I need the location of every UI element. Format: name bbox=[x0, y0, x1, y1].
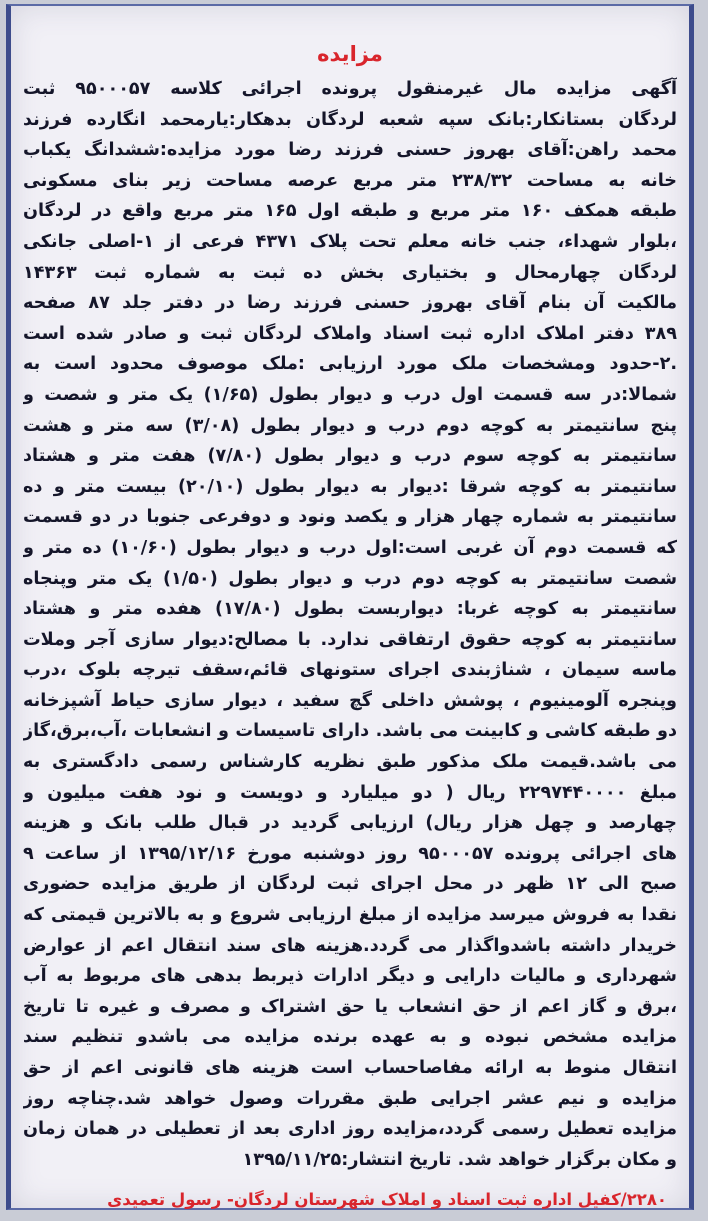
advertisement-page bbox=[6, 4, 694, 1210]
body-line: می باشد.قیمت ملک مذکور طبق نظریه کارشناس رسمی دادگستری به bbox=[23, 752, 677, 773]
body-line: طبقه همکف ۱۶۰ متر مربع و طبقه اول ۱۶۵ متر مربع واقع در لردگان bbox=[23, 201, 677, 222]
body-line: .۲-حدود ومشخصات ملک مورد ارزیابی :ملک موصوف محدود است به bbox=[23, 354, 677, 375]
body-line: خانه به مساحت ۲۳۸/۳۲ متر مربع عرصه مساحت زیر بنای مسکونی bbox=[23, 170, 677, 191]
body-line: مزایده تعطیل رسمی گردد،مزایده روز اداری بعد از تعطیلی در همان زمان bbox=[23, 1119, 677, 1140]
body-line: مزایده مشخص نبوده و به عهده برنده مزایده می باشدو تنظیم سند bbox=[23, 1027, 677, 1048]
body-line: صبح الی ۱۲ ظهر در محل اجرای ثبت لردگان از طریق مزایده حضوری bbox=[23, 874, 677, 895]
body-line: ماسه سیمان ، شناژبندی اجرای ستونهای قائم،سقف تیرچه بلوک ،درب bbox=[23, 660, 677, 681]
ad-body bbox=[23, 74, 677, 1175]
body-line: ،بلوار شهداء، جنب خانه معلم تحت پلاک ۴۳۷۱ فرعی از ۱-اصلی جانکی bbox=[23, 231, 677, 252]
body-line: لردگان چهارمحال و بختیاری بخش ده ثبت به شماره ثبت ۱۴۳۶۳ bbox=[23, 262, 677, 283]
body-line: نقدا به فروش میرسد مزایده از مبلغ ارزیابی شروع و به بالاترین قیمتی که bbox=[23, 905, 677, 926]
body-line: چهارصد و چهل هزار ریال) ارزیابی گردید در قبال طلب بانک و هزینه bbox=[23, 813, 677, 834]
body-line: مزایده و نیم عشر اجرایی طبق مقررات وصول خواهد شد.چناچه روز bbox=[23, 1088, 677, 1109]
body-line: مبلغ ۲۲۹۷۴۴۰۰۰۰ ریال ( دو میلیارد و دویست و نود هفت میلیون و bbox=[23, 782, 677, 803]
body-line: و مکان برگزار خواهد شد. تاریخ انتشار:۱۳۹۵/۱۱/۲۵ bbox=[242, 1149, 677, 1170]
body-line: سانتیمتر به کوچه سوم درب و دیوار بطول (۷/۸۰) هفت متر و هشتاد bbox=[23, 446, 677, 467]
body-line: سانتیمتر به شماره چهار هزار و یکصد ونود و دوفرعی جنوبا در دو قسمت bbox=[23, 507, 677, 528]
body-line: ۳۸۹ دفتر املاک اداره ثبت اسناد واملاک لردگان ثبت و صادر شده است bbox=[23, 323, 677, 344]
body-line: ،برق و گاز اعم از حق انشعاب یا حق اشتراک و مصرف و غیره تا تاریخ bbox=[23, 996, 677, 1017]
body-line: که قسمت دوم آن غربی است:اول درب و دیوار بطول (۱۰/۶۰) ده متر و bbox=[23, 537, 677, 558]
body-line: پنج سانتیمتر به کوچه دوم درب و دیوار بطول (۳/۰۸) سه متر و هشت bbox=[23, 415, 677, 436]
body-line: انتقال منوط به ارائه مفاصاحساب است هزینه های قانونی اعم از حق bbox=[23, 1058, 677, 1078]
ad-title: مزایده bbox=[317, 42, 383, 66]
body-line: محمد راهن:آقای بهروز حسنی فرزند رضا مورد مزایده:ششدانگ یکباب bbox=[23, 140, 677, 161]
body-line: آگهی مزایده مال غیرمنقول پرونده اجرائی کلاسه ۹۵۰۰۰۵۷ ثبت bbox=[23, 79, 677, 99]
body-line: لردگان بستانکار:بانک سپه شعبه لردگان بدهکار:یارمحمد انگارده فرزند bbox=[23, 109, 677, 130]
body-line: شصت سانتیمتر به کوچه دوم درب و دیوار بطول (۱/۵۰) یک متر وپنجاه bbox=[23, 568, 677, 589]
body-line: مالکیت آن بنام آقای بهروز حسنی فرزند رضا در دفتر جلد ۸۷ صفحه bbox=[23, 293, 677, 314]
body-line: سانتیمتر به کوچه غربا: دیواربست بطول (۱۷/۸۰) هفده متر و هشتاد bbox=[23, 599, 677, 620]
body-line: دو طبقه کاشی و کابینت می باشد. دارای تاسیسات و انشعابات ،آب،برق،گاز bbox=[23, 721, 677, 742]
body-line: های اجرائی پرونده ۹۵۰۰۰۵۷ روز دوشنبه مورخ ۱۳۹۵/۱۲/۱۶ از ساعت ۹ bbox=[23, 843, 677, 864]
body-line: سانتیمتر به کوچه شرقا :دیوار به دیوار بطول (۲۰/۱۰) بیست متر و ده bbox=[23, 476, 677, 497]
body-line: شمالا:در سه قسمت اول درب و دیوار بطول (۱/۶۵) یک متر و شصت و bbox=[23, 384, 677, 405]
body-line: سانتیمتر به کوچه حقوق ارتفاقی ندارد. با مصالح:دیوار سازی آجر وملات bbox=[23, 629, 677, 650]
body-line: خریدار داشته باشدواگذار می گردد.هزینه های سند انتقال اعم از عوارض bbox=[23, 935, 677, 956]
body-line: وپنجره آلومینیوم ، پوشش داخلی گچ سفید ، دیوار سازی حیاط آشپزخانه bbox=[23, 690, 677, 711]
ad-signature: ۲۲۸۰/کفیل اداره ثبت اسناد و املاک شهرستان لردگان- رسول تعمیدی bbox=[107, 1190, 667, 1209]
body-line: شهرداری و مالیات دارایی و دیگر ادارات ذیربط بدهی های مربوط به آب bbox=[23, 966, 677, 987]
